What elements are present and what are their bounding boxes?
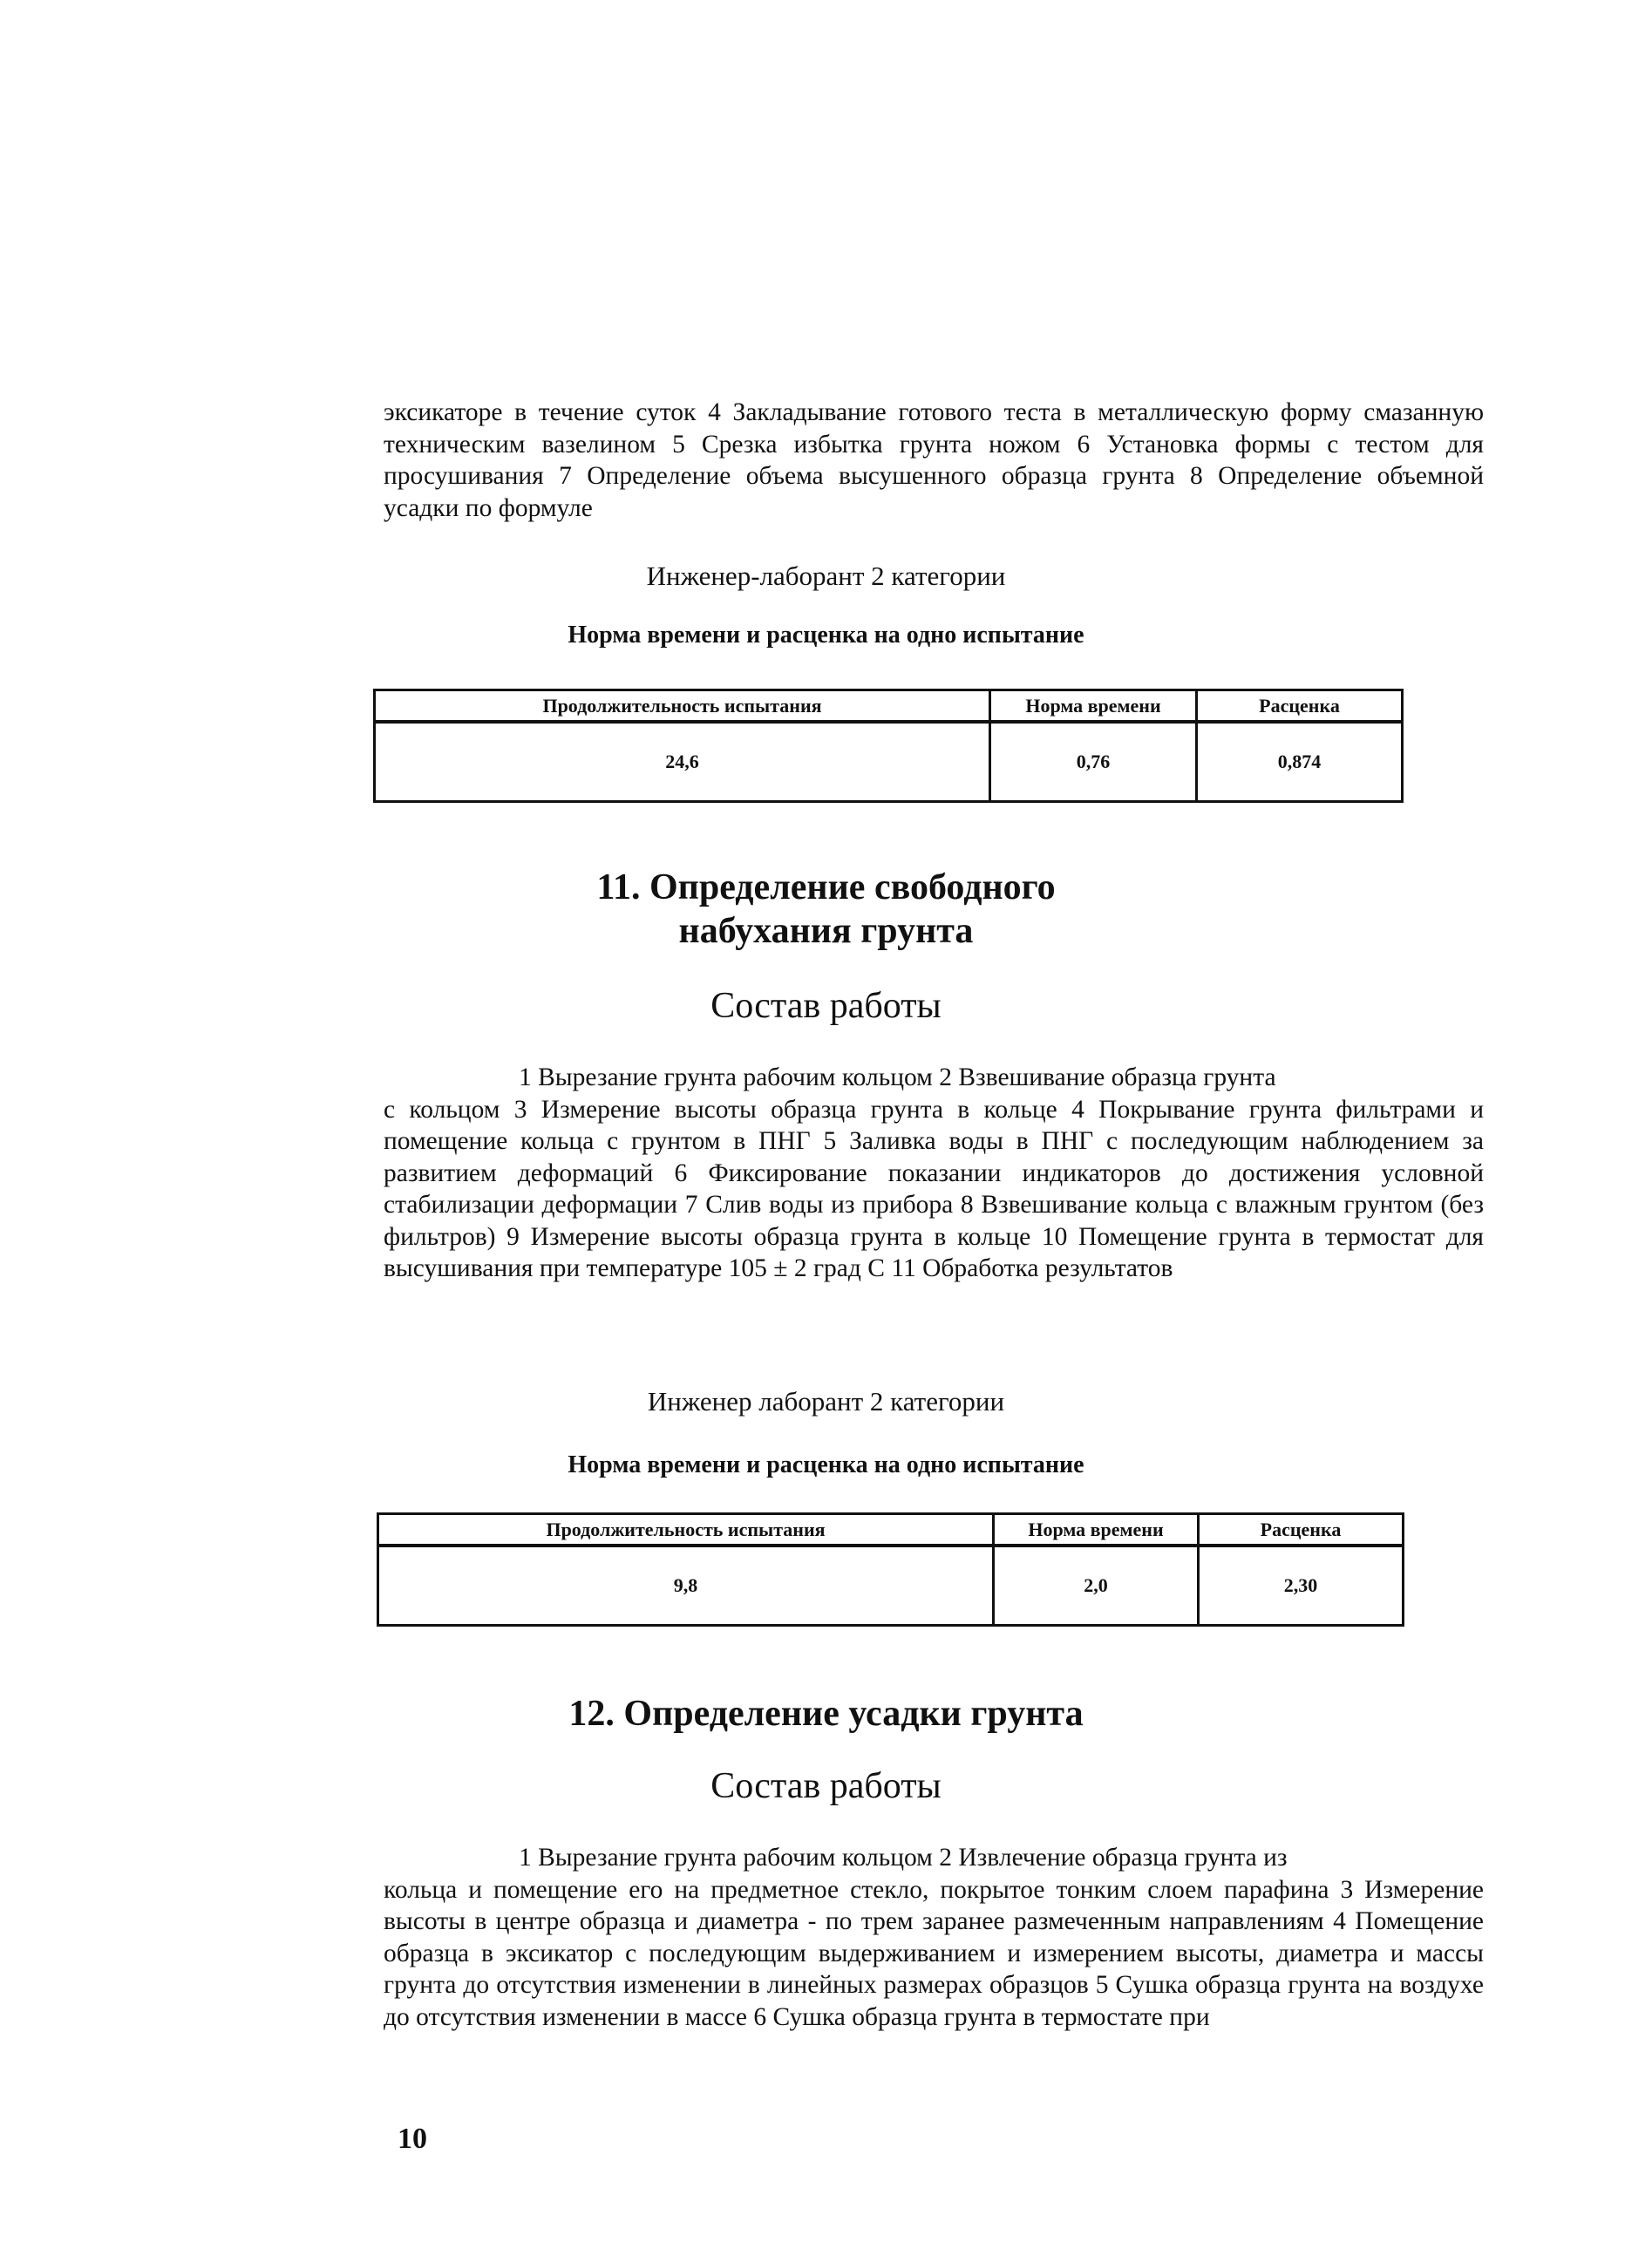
header-time-norm: Норма времени <box>994 1514 1199 1546</box>
cell-duration: 9,8 <box>378 1546 994 1626</box>
section12-composition-text <box>384 1842 1484 2033</box>
section11-norm-heading: Норма времени и расценка на одно испытание <box>568 1451 1084 1478</box>
table-header-row <box>378 1514 1404 1546</box>
table-header-row <box>375 690 1403 723</box>
section12-composition-first-line: 1 Вырезание грунта рабочим кольцом 2 Извлечение образца грунта из <box>519 1844 1288 1872</box>
cell-rate: 2,30 <box>1199 1546 1404 1626</box>
section11-norm-table <box>377 1512 1404 1627</box>
table-row <box>375 722 1403 802</box>
header-rate: Расценка <box>1199 1514 1404 1546</box>
section10-norm-heading: Норма времени и расценка на одно испытание <box>568 622 1084 649</box>
section11-role: Инженер лаборант 2 категории <box>647 1386 1005 1417</box>
header-duration: Продолжительность испытания <box>378 1514 994 1546</box>
section10-norm-table <box>373 689 1404 803</box>
section11-title-line1: 11. Определение свободного <box>596 867 1056 907</box>
cell-duration: 24,6 <box>375 722 990 802</box>
section12-subtitle: Состав работы <box>710 1766 942 1806</box>
section11-composition-rest: с кольцом 3 Измерение высоты образца грунта в кольце 4 Покрывание грунта фильтрами и помещение кольца с грунтом в ПНГ 5 Заливка воды в ПНГ с последующим наблюдением за развитием деформаций 6 Фиксирование показании индикаторов до достижения условной стабилизации деформации 7 Слив воды из прибора 8 Взвешивание кольца с влажным грунтом (без фильтров) 9 Измерение высоты образца грунта в кольце 10 Помещение грунта в термостат для высушивания при температуре 105 ± 2 град С 11 Обработка результатов <box>384 1095 1484 1282</box>
section12-composition-rest: кольца и помещение его на предметное стекло, покрытое тонким слоем парафина 3 Измерение высоты в центре образца и диаметра - по трем заранее размеченным направлениям 4 Помещение образца в эксикатор с последующим выдерживанием и измерением высоты, диаметра и массы грунта до отсутствия изменении в линейных размерах образцов 5 Сушка образца грунта на воздухе до отсутствия изменении в массе 6 Сушка образца грунта в термостате при <box>384 1875 1484 2031</box>
section10-composition-text: эксикаторе в течение суток 4 Закладывание готового теста в металлическую форму смазанную техническим вазелином 5 Срезка избытка грунта ножом 6 Установка формы с тестом для просушивания 7 Определение объема высушенного образца грунта 8 Определение объемной усадки по формуле <box>384 398 1484 522</box>
section12-title: 12. Определение усадки грунта <box>568 1694 1084 1734</box>
section11-composition-first-line: 1 Вырезание грунта рабочим кольцом 2 Взвешивание образца грунта <box>519 1063 1276 1091</box>
section11-subtitle: Состав работы <box>710 986 942 1026</box>
header-duration: Продолжительность испытания <box>375 690 990 723</box>
section11-title-line2: набухания грунта <box>678 911 974 951</box>
header-time-norm: Норма времени <box>990 690 1197 723</box>
section11-composition-text <box>384 1062 1484 1285</box>
cell-rate: 0,874 <box>1197 722 1403 802</box>
cell-time-norm: 2,0 <box>994 1546 1199 1626</box>
cell-time-norm: 0,76 <box>990 722 1197 802</box>
table-row <box>378 1546 1404 1626</box>
header-rate: Расценка <box>1197 690 1403 723</box>
section10-role: Инженер-лаборант 2 категории <box>646 561 1006 591</box>
page-number: 10 <box>398 2123 427 2155</box>
